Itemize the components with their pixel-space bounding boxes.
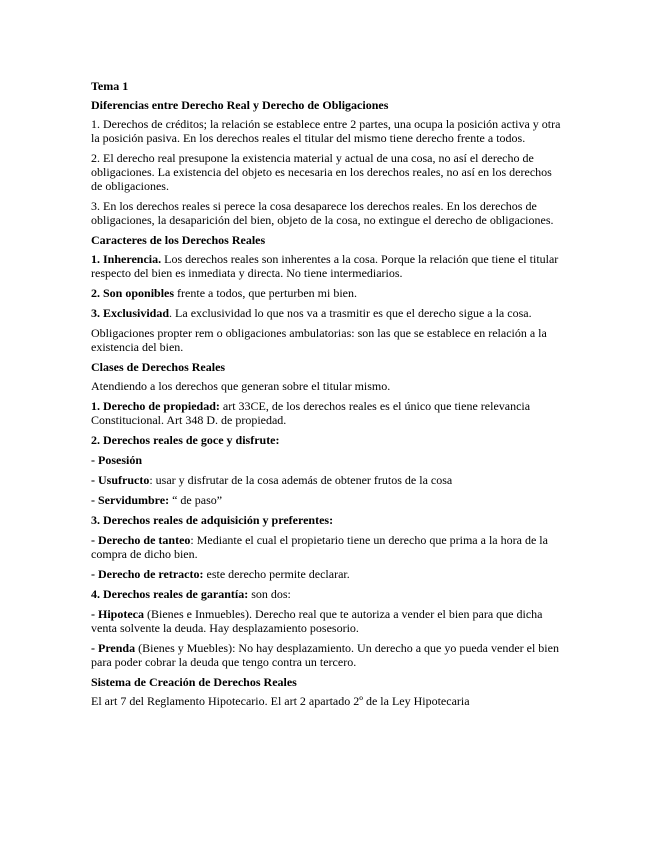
paragraph-bold-lead: - Usufructo — [91, 473, 150, 487]
paragraph — [91, 151, 566, 193]
paragraph — [91, 286, 566, 300]
section-heading: Caracteres de los Derechos Reales — [91, 233, 266, 247]
paragraph-text: (Bienes y Muebles): No hay desplazamiento. Un derecho a que yo pueda vender el bien para poder cobrar la deuda que tengo contra un tercero. — [91, 641, 559, 669]
paragraph-bold-lead: 1. Derecho de propiedad: — [91, 399, 220, 413]
paragraph-text: son dos: — [248, 587, 291, 601]
paragraph-bold-lead: 1. Inherencia. — [91, 252, 162, 266]
paragraph — [91, 533, 566, 561]
paragraph — [91, 641, 566, 669]
paragraph-bold-lead: - Prenda — [91, 641, 136, 655]
paragraph-text: 1. Derechos de créditos; la relación se establece entre 2 partes, una ocupa la posición activa y otra la posición pasiva. En los derechos reales el titular del mismo tiene derecho frente a todos. — [91, 117, 561, 145]
paragraph-text: art 33CE, de los derechos reales es el único que tiene relevancia Constitucional. Art 348 D. de propiedad. — [91, 399, 531, 427]
paragraph-text: frente a todos, que perturben mi bien. — [174, 286, 357, 300]
paragraph-bold-lead: - Derecho de retracto: — [91, 567, 204, 581]
paragraph — [91, 473, 566, 487]
paragraph — [91, 607, 566, 635]
paragraph-text: El art 7 del Reglamento Hipotecario. El art 2 apartado 2º de la Ley Hipotecaria — [91, 694, 470, 708]
paragraph-bold-lead: - Servidumbre: — [91, 493, 170, 507]
paragraph — [91, 567, 566, 581]
paragraph — [91, 252, 566, 280]
paragraph — [91, 399, 566, 427]
paragraph — [91, 587, 566, 601]
paragraph-bold-lead: - Derecho de tanteo — [91, 533, 191, 547]
paragraph — [91, 117, 566, 145]
paragraph-text: este derecho permite declarar. — [203, 567, 350, 581]
paragraph — [91, 379, 566, 393]
paragraph-text: “ de paso” — [169, 493, 223, 507]
document-body — [91, 98, 566, 708]
section-heading: Diferencias entre Derecho Real y Derecho de Obligaciones — [91, 98, 389, 112]
paragraph-bold-lead: 2. Derechos reales de goce y disfrute: — [91, 433, 280, 447]
section-heading: Clases de Derechos Reales — [91, 360, 226, 374]
paragraph-text: : usar y disfrutar de la cosa además de obtener frutos de la cosa — [149, 473, 453, 487]
paragraph — [91, 326, 566, 354]
paragraph — [91, 453, 566, 467]
paragraph — [91, 694, 566, 708]
paragraph-bold-lead: 3. Derechos reales de adquisición y preferentes: — [91, 513, 334, 527]
paragraph-text: Obligaciones propter rem o obligaciones ambulatorias: son las que se establece en relación a la existencia del bien. — [91, 326, 547, 354]
paragraph — [91, 199, 566, 227]
paragraph-text: : Mediante el cual el propietario tiene un derecho que prima a la hora de la compra de dicho bien. — [91, 533, 548, 561]
paragraph — [91, 306, 566, 320]
paragraph — [91, 433, 566, 447]
paragraph — [91, 513, 566, 527]
paragraph-text: Atendiendo a los derechos que generan sobre el titular mismo. — [91, 379, 391, 393]
paragraph-bold-lead: 2. Son oponibles — [91, 286, 175, 300]
paragraph-bold-lead: - Posesión — [91, 453, 142, 467]
paragraph-text: 3. En los derechos reales si perece la cosa desaparece los derechos reales. En los derechos de obligaciones, la desaparición del bien, objeto de la cosa, no extingue el derecho de obligaciones. — [91, 199, 554, 227]
paragraph-text: . La exclusividad lo que nos va a trasmitir es que el derecho sigue a la cosa. — [169, 306, 532, 320]
paragraph-bold-lead: 4. Derechos reales de garantía: — [91, 587, 249, 601]
section-heading: Sistema de Creación de Derechos Reales — [91, 675, 297, 689]
paragraph-text: 2. El derecho real presupone la existencia material y actual de una cosa, no así el derecho de obligaciones. La existencia del objeto es necesaria en los derechos reales, no así en los derechos de obligaciones. — [91, 151, 552, 193]
paragraph-text: (Bienes e Inmuebles). Derecho real que te autoriza a vender el bien para que dicha venta solvente la deuda. Hay desplazamiento posesorio. — [91, 607, 543, 635]
paragraph-bold-lead: 3. Exclusividad — [91, 306, 170, 320]
paragraph-text: Los derechos reales son inherentes a la cosa. Porque la relación que tiene el titular respecto del bien es inmediata y directa. No tiene intermediarios. — [91, 252, 559, 280]
document-page — [91, 79, 566, 714]
document-title: Tema 1 — [91, 79, 129, 93]
paragraph — [91, 493, 566, 507]
paragraph-bold-lead: - Hipoteca — [91, 607, 144, 621]
